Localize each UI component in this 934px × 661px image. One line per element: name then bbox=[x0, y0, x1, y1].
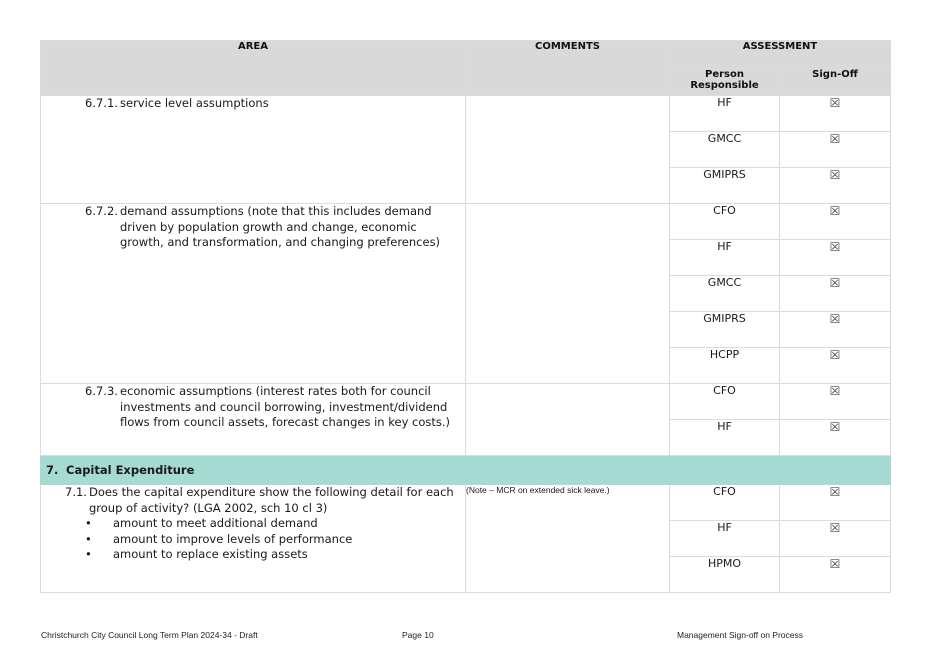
sign-off-checkbox-icon[interactable]: ☒ bbox=[780, 348, 891, 384]
item-text: Does the capital expenditure show the following detail for each group of activity? (LGA 2002, sch 10 cl 3) bbox=[89, 485, 454, 515]
section-title: Capital Expenditure bbox=[66, 463, 195, 477]
sign-off-checkbox-icon[interactable]: ☒ bbox=[780, 420, 891, 456]
person-cell: HF bbox=[670, 240, 780, 276]
bullet-list bbox=[41, 516, 465, 563]
table-row bbox=[41, 204, 891, 240]
item-text: demand assumptions (note that this includes demand driven by population growth and change, economic growth, and transformation, and changing preferences) bbox=[120, 204, 441, 249]
area-cell bbox=[41, 96, 466, 204]
sign-off-checkbox-icon[interactable]: ☒ bbox=[780, 384, 891, 420]
person-cell: CFO bbox=[670, 204, 780, 240]
sign-off-checkbox-icon[interactable]: ☒ bbox=[780, 557, 891, 593]
sign-off-checkbox-icon[interactable]: ☒ bbox=[780, 96, 891, 132]
area-cell bbox=[41, 384, 466, 456]
bullet-item bbox=[85, 532, 465, 548]
header-comments: COMMENTS bbox=[466, 41, 670, 96]
person-cell: GMCC bbox=[670, 276, 780, 312]
table-row bbox=[41, 485, 891, 521]
sign-off-checkbox-icon[interactable]: ☒ bbox=[780, 204, 891, 240]
person-cell: HPMO bbox=[670, 557, 780, 593]
section-heading bbox=[41, 456, 891, 485]
footer-page-number: Page 10 bbox=[402, 630, 434, 640]
sign-off-checkbox-icon[interactable]: ☒ bbox=[780, 312, 891, 348]
sign-off-checkbox-icon[interactable]: ☒ bbox=[780, 485, 891, 521]
header-sign-off: Sign-Off bbox=[780, 68, 891, 96]
table-row bbox=[41, 384, 891, 420]
sign-off-checkbox-icon[interactable]: ☒ bbox=[780, 132, 891, 168]
sign-off-checkbox-icon[interactable]: ☒ bbox=[780, 276, 891, 312]
person-cell: HF bbox=[670, 96, 780, 132]
person-cell: GMIPRS bbox=[670, 312, 780, 348]
bullet-icon: • bbox=[85, 516, 92, 530]
sign-off-checkbox-icon[interactable]: ☒ bbox=[780, 168, 891, 204]
section-row bbox=[41, 456, 891, 485]
area-cell bbox=[41, 485, 466, 593]
header-area: AREA bbox=[41, 41, 466, 96]
header-assessment: ASSESSMENT bbox=[670, 41, 891, 69]
bullet-item bbox=[85, 516, 465, 532]
person-cell: GMIPRS bbox=[670, 168, 780, 204]
item-number: 6.7.3. bbox=[85, 384, 118, 398]
item-text: economic assumptions (interest rates both for council investments and council borrowing, investment/dividend flows from council assets, forecast changes in key costs.) bbox=[120, 384, 451, 429]
area-cell bbox=[41, 204, 466, 384]
bullet-icon: • bbox=[85, 547, 92, 561]
person-cell: HCPP bbox=[670, 348, 780, 384]
person-cell: HF bbox=[670, 521, 780, 557]
item-number: 6.7.2. bbox=[85, 204, 118, 218]
sign-off-checkbox-icon[interactable]: ☒ bbox=[780, 521, 891, 557]
comment-cell: (Note – MCR on extended sick leave.) bbox=[466, 485, 670, 593]
item-number: 6.7.1. bbox=[85, 96, 118, 110]
bullet-text: amount to replace existing assets bbox=[113, 547, 308, 561]
comment-cell bbox=[466, 96, 670, 204]
section-number: 7. bbox=[46, 463, 59, 477]
header-person-responsible: Person Responsible bbox=[670, 68, 780, 96]
footer-section-name: Management Sign-off on Process bbox=[677, 630, 803, 640]
person-cell: CFO bbox=[670, 384, 780, 420]
person-cell: GMCC bbox=[670, 132, 780, 168]
table-row bbox=[41, 96, 891, 132]
comment-cell bbox=[466, 204, 670, 384]
item-text: service level assumptions bbox=[120, 96, 269, 110]
comment-cell bbox=[466, 384, 670, 456]
person-cell: HF bbox=[670, 420, 780, 456]
sign-off-checkbox-icon[interactable]: ☒ bbox=[780, 240, 891, 276]
bullet-text: amount to meet additional demand bbox=[113, 516, 318, 530]
bullet-item bbox=[85, 547, 465, 563]
bullet-text: amount to improve levels of performance bbox=[113, 531, 353, 546]
bullet-icon: • bbox=[85, 531, 92, 546]
sign-off-table bbox=[40, 40, 891, 593]
person-cell: CFO bbox=[670, 485, 780, 521]
item-number: 7.1. bbox=[65, 485, 87, 499]
footer-document-title: Christchurch City Council Long Term Plan 2024-34 - Draft bbox=[41, 630, 258, 640]
